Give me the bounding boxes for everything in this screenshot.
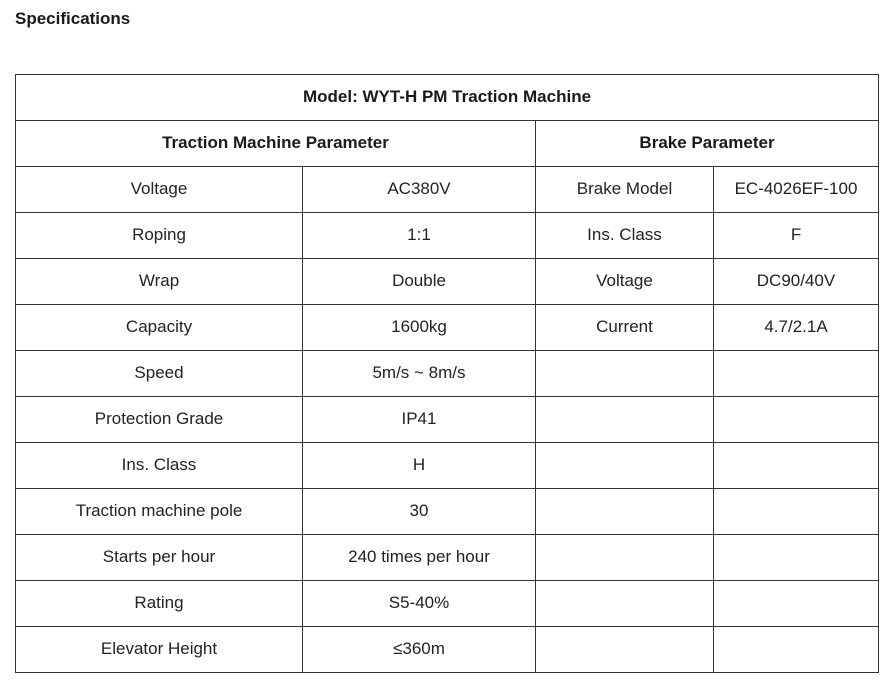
brake-param-value — [714, 443, 879, 489]
traction-param-value: 240 times per hour — [303, 535, 536, 581]
brake-param-label — [536, 535, 714, 581]
brake-param-label: Ins. Class — [536, 213, 714, 259]
brake-param-value: DC90/40V — [714, 259, 879, 305]
brake-param-value — [714, 581, 879, 627]
table-row — [16, 443, 879, 489]
table-title-row — [16, 75, 879, 121]
traction-param-label: Wrap — [16, 259, 303, 305]
table-row — [16, 627, 879, 673]
brake-param-label — [536, 627, 714, 673]
traction-param-label: Starts per hour — [16, 535, 303, 581]
specifications-table — [15, 74, 879, 673]
table-row — [16, 213, 879, 259]
brake-param-value — [714, 397, 879, 443]
brake-param-value — [714, 535, 879, 581]
traction-param-value: Double — [303, 259, 536, 305]
traction-param-label: Rating — [16, 581, 303, 627]
table-row — [16, 489, 879, 535]
traction-param-value: 30 — [303, 489, 536, 535]
traction-param-label: Protection Grade — [16, 397, 303, 443]
model-title: Model: WYT-H PM Traction Machine — [16, 75, 879, 121]
brake-param-value — [714, 351, 879, 397]
brake-param-label: Voltage — [536, 259, 714, 305]
brake-param-value: 4.7/2.1A — [714, 305, 879, 351]
brake-param-label: Brake Model — [536, 167, 714, 213]
table-row — [16, 305, 879, 351]
traction-param-label: Traction machine pole — [16, 489, 303, 535]
traction-param-label: Voltage — [16, 167, 303, 213]
traction-param-label: Capacity — [16, 305, 303, 351]
brake-param-label: Current — [536, 305, 714, 351]
brake-param-label — [536, 489, 714, 535]
brake-param-label — [536, 351, 714, 397]
traction-param-value: 1600kg — [303, 305, 536, 351]
table-row — [16, 535, 879, 581]
brake-param-value: EC-4026EF-100 — [714, 167, 879, 213]
traction-param-value: S5-40% — [303, 581, 536, 627]
table-row — [16, 259, 879, 305]
section-header-row — [16, 121, 879, 167]
traction-param-value: AC380V — [303, 167, 536, 213]
table-row — [16, 397, 879, 443]
table-row — [16, 351, 879, 397]
table-row — [16, 581, 879, 627]
brake-param-label — [536, 397, 714, 443]
traction-param-label: Roping — [16, 213, 303, 259]
traction-param-label: Ins. Class — [16, 443, 303, 489]
brake-param-value — [714, 627, 879, 673]
traction-param-label: Elevator Height — [16, 627, 303, 673]
traction-param-label: Speed — [16, 351, 303, 397]
traction-param-value: 5m/s ~ 8m/s — [303, 351, 536, 397]
brake-param-label — [536, 443, 714, 489]
traction-param-value: ≤360m — [303, 627, 536, 673]
brake-param-value — [714, 489, 879, 535]
traction-param-value: H — [303, 443, 536, 489]
brake-param-value: F — [714, 213, 879, 259]
traction-section-header: Traction Machine Parameter — [16, 121, 536, 167]
page-heading: Specifications — [15, 9, 131, 28]
traction-param-value: 1:1 — [303, 213, 536, 259]
brake-param-label — [536, 581, 714, 627]
traction-param-value: IP41 — [303, 397, 536, 443]
brake-section-header: Brake Parameter — [536, 121, 879, 167]
table-row — [16, 167, 879, 213]
